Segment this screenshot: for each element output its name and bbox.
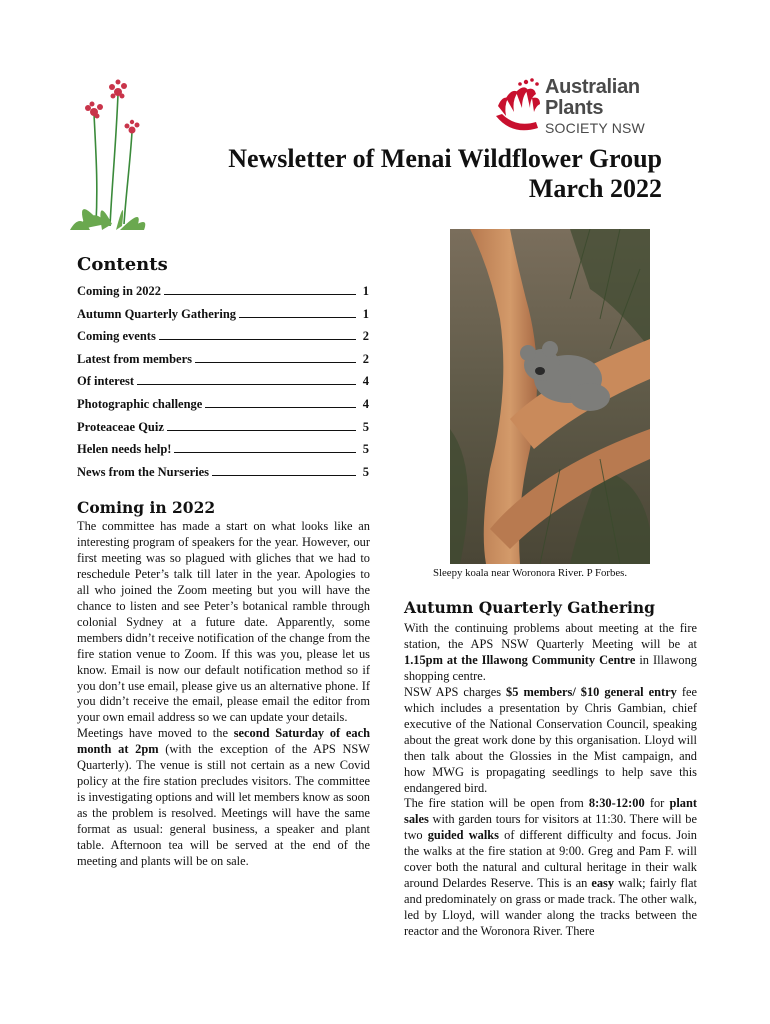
toc-entry-label: Coming in 2022 [77, 284, 162, 298]
toc-entry-page: 1 [362, 306, 369, 321]
text-run: (with the exception of the APS NSW Quarterly). The venue is still not certain as a new Covid policy at the fire station precludes visitors. The committee is investigating options and will let members know as soon as the problem is resolved. Meetings will have the same format as usual: general business, a speaker and plant table. Afternoon tea will be served at the end of the meeting and plants will be on sale. [77, 742, 370, 869]
toc-entry-label: Autumn Quarterly Gathering [77, 306, 237, 321]
text-run: in Illawong shopping centre. [404, 652, 697, 683]
autumn-body [404, 621, 697, 940]
bold-text: $5 members/ $10 general entry [506, 684, 677, 699]
logo-line-1: Australian [545, 76, 640, 98]
toc-entry[interactable] [77, 374, 369, 397]
koala-photo [450, 229, 650, 564]
aps-logo-text [545, 77, 645, 135]
bold-text: guided walks [427, 828, 499, 843]
toc-leader [159, 339, 356, 340]
toc-entry-page: 2 [362, 329, 369, 344]
toc-entry[interactable] [77, 442, 369, 465]
text-run: With the continuing problems about meeting at the fire station, the APS NSW Quarterly Meeting will be at [404, 621, 697, 651]
toc-entry-page: 5 [362, 442, 369, 457]
toc-leader [164, 294, 356, 295]
text-run: of different difficulty and focus. Join the walks at the fire station at 9:00. Greg and Pam F. will cover both the natural and cultural heritage in their walk around Delardes Reserve. This is an [404, 828, 697, 891]
text-run: walk; fairly flat and predominately on grass or made track. The other walk, led by Lloyd, will wander along the tracks between the reactor and the Woronora River. There [404, 876, 697, 939]
toc-entry-page: 4 [362, 374, 369, 389]
toc-leader [174, 452, 356, 453]
text-run: The fire station will be open from [404, 796, 589, 811]
autumn-paragraph-3 [404, 796, 697, 940]
bold-text: plant sales [404, 796, 697, 827]
bold-text: easy [591, 876, 615, 891]
toc-entry-label: Helen needs help! [77, 442, 172, 457]
autumn-paragraph-1 [404, 621, 697, 685]
toc-entry[interactable] [77, 307, 369, 330]
bold-text: 1.15pm at the Illawong Community Centre [404, 652, 636, 667]
toc-entry[interactable] [77, 465, 369, 488]
toc-entry[interactable] [77, 284, 369, 307]
title-line-1: Newsletter of Menai Wildflower Group [228, 144, 662, 173]
coming-paragraph-1: The committee has made a start on what looks like an interesting program of speakers for the year. However, our first meeting was so plagued with gliches that we had to reschedule Peter’s talk till later in the year. Apologies to all who joined the Zoom meeting but you will have the chance to listen and see Peter’s botanical ramble through colonial Sydney at a future date. Apparently, some members didn’t receive notification of the change from the fire station venue to Zoom. If this was you, please let us know. Email is now our default notification method so if you don’t use email, please give us an alternative phone. If you didn’t receive the email, please email the editor from your own email address so we can update your details. [77, 519, 370, 725]
toc-entry-page: 2 [362, 351, 369, 366]
bold-text: 8:30-12:00 [588, 796, 645, 811]
contents-heading: Contents [77, 254, 168, 275]
text-run: fee which includes a presentation by Chris Gambian, chief executive of the National Conservation Council, speaking about the great work done by this organisation. Lloyd will then talk about the Glossies in the Mist campaign, and how MWG is propagating seedlings to help save this endangered bird. [404, 684, 697, 795]
toc-entry-label: Photographic challenge [77, 396, 203, 411]
toc-entry-label: News from the Nurseries [77, 464, 210, 479]
toc-entry-page: 5 [362, 419, 369, 434]
bold-text: second Saturday of each month at 2pm [77, 726, 370, 757]
toc-leader [239, 317, 356, 318]
toc-leader [137, 384, 356, 385]
toc-entry[interactable] [77, 329, 369, 352]
autumn-heading: Autumn Quarterly Gathering [404, 598, 655, 617]
text-run: with garden tours for visitors at 11:30. There will be two [404, 812, 697, 843]
text-run: for [644, 796, 670, 811]
toc-entry-label: Proteaceae Quiz [77, 419, 164, 434]
toc-leader [167, 430, 356, 431]
logo-line-2: Plants [545, 97, 604, 119]
newsletter-title [228, 144, 662, 204]
toc-leader [205, 407, 356, 408]
coming-paragraph-2 [77, 726, 370, 870]
wildflower-illustration [66, 74, 150, 232]
toc-entry-label: Of interest [77, 374, 135, 389]
photo-caption: Sleepy koala near Woronora River. P Forbes. [433, 567, 628, 579]
autumn-paragraph-2 [404, 685, 697, 797]
toc-leader [195, 362, 356, 363]
toc-entry-label: Coming events [77, 329, 156, 344]
logo-line-3: SOCIETY NSW [545, 120, 645, 136]
coming-heading: Coming in 2022 [77, 498, 216, 517]
toc-entry-page: 1 [362, 284, 369, 298]
table-of-contents [77, 284, 369, 487]
toc-entry-page: 4 [362, 396, 369, 411]
toc-entry-label: Latest from members [77, 351, 193, 366]
text-run: Meetings have moved to the [77, 726, 234, 741]
toc-entry[interactable] [77, 352, 369, 375]
toc-entry[interactable] [77, 397, 369, 420]
toc-entry[interactable] [77, 420, 369, 443]
title-line-2: March 2022 [528, 174, 662, 203]
coming-body [77, 519, 370, 870]
text-run: NSW APS charges [404, 684, 507, 699]
toc-entry-page: 5 [362, 464, 369, 479]
toc-leader [212, 475, 356, 476]
